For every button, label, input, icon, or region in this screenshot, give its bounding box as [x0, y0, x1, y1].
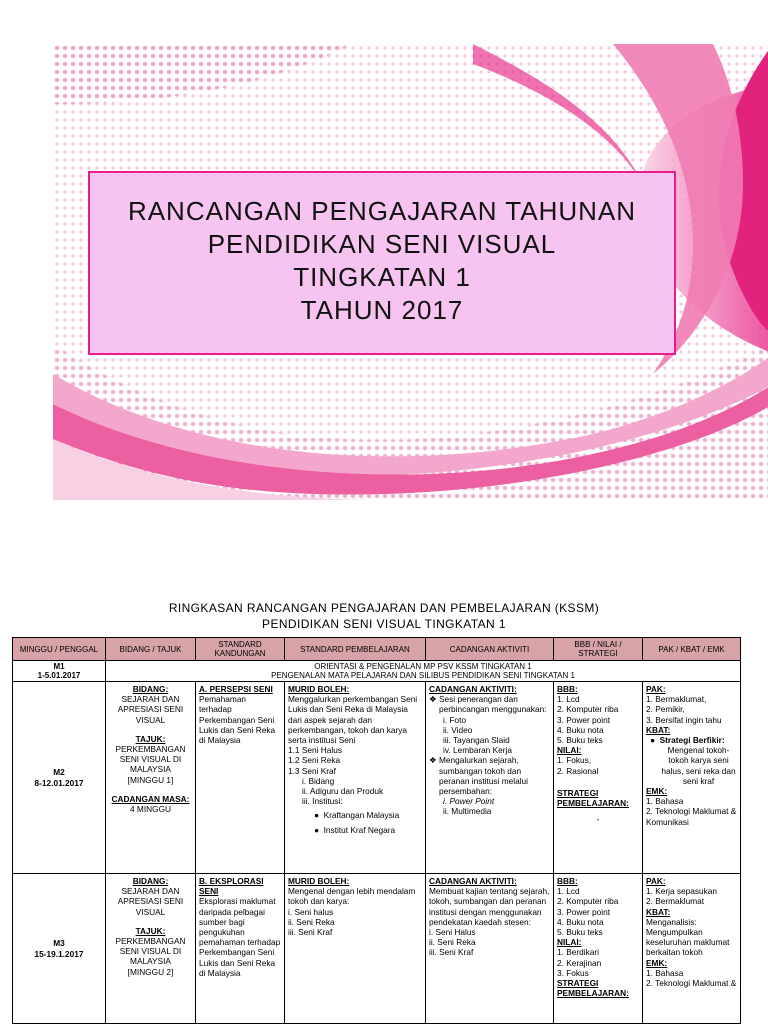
nilai-title: NILAI: — [557, 937, 582, 948]
strategi-text: - — [596, 814, 600, 825]
bullet-icon: ● — [314, 824, 324, 835]
nilai-item: 3. Fokus — [557, 967, 589, 978]
tajuk-line: MALAYSIA — [130, 764, 171, 775]
ca-point — [429, 694, 550, 714]
sp-sub: i. Bidang — [302, 775, 335, 786]
emk-item: 2. Teknologi Maklumat & — [646, 978, 737, 989]
week-number: M2 — [53, 767, 65, 778]
ca-sub: iii. Tayangan Slaid — [443, 735, 510, 746]
bbb-item: 5. Buku teks — [557, 927, 603, 938]
tajuk-line: MALAYSIA — [130, 956, 171, 967]
bidang-label: BIDANG: — [132, 684, 169, 694]
strategi-title: STRATEGI PEMBELAJARAN: — [557, 978, 629, 999]
tajuk-line: SENI VISUAL DI — [119, 754, 182, 765]
table-row-m3 — [13, 874, 741, 1024]
bidang-label: BIDANG: — [132, 876, 169, 886]
sp-sub: ii. Seni Reka — [288, 916, 335, 927]
kbat-text: Menganalisis: Mengumpulkan keseluruhan maklumat berkaitan tokoh — [646, 916, 730, 958]
cover-title-box — [88, 171, 676, 355]
bbb-item: 2. Komputer riba — [557, 896, 619, 907]
ca-sub: i. Seni Halus — [429, 927, 476, 938]
standard-pembelajaran-cell — [285, 874, 426, 1024]
sp-item: 1.1 Seni Halus — [288, 745, 342, 756]
sp-title: MURID BOLEH: — [288, 876, 350, 886]
cadangan-masa: 4 MINGGU — [129, 804, 172, 815]
cadangan-masa-label: CADANGAN MASA: — [111, 793, 190, 804]
week-cell — [13, 661, 106, 682]
summary-heading-2: PENDIDIKAN SENI VISUAL TINGKATAN 1 — [262, 617, 506, 631]
sp-item: 1.3 Seni Kraf — [288, 765, 336, 776]
bbb-title: BBB: — [557, 684, 578, 694]
table-row-m1 — [13, 661, 741, 682]
ca-sub: ii. Multimedia — [443, 806, 492, 817]
bbb-item: 4. Buku nota — [557, 916, 604, 927]
orientation-cell — [106, 661, 741, 682]
sp-sub: iii. Seni Kraf — [288, 927, 333, 938]
week-number: M1 — [53, 662, 65, 671]
ca-sub: i. Power Point — [443, 796, 495, 807]
standard-kandungan-cell — [196, 682, 285, 874]
bbb-item: 1. Lcd — [557, 886, 580, 897]
diamond-bullet-icon: ❖ — [429, 755, 437, 766]
emk-item: 1. Bahasa — [646, 796, 684, 807]
emk-title: EMK: — [646, 786, 668, 797]
header-bidang: BIDANG / TAJUK — [106, 638, 196, 661]
table-row-m2 — [13, 682, 741, 874]
ca-point-text: Sesi penerangan dan perbincangan menggunakan: — [439, 694, 547, 715]
week-number: M3 — [53, 938, 65, 949]
emk-item: 2. Teknologi Maklumat & Komunikasi — [646, 806, 737, 827]
week-date: 8-12.01.2017 — [34, 777, 84, 788]
cover-title-line-3: TINGKATAN 1 — [293, 262, 471, 292]
week-cell — [13, 874, 106, 1024]
orientation-line-2: PENGENALAN MATA PELAJARAN DAN SILIBUS PENDIDIKAN SENI TINGKATAN 1 — [271, 671, 575, 680]
kbat-title: KBAT: — [646, 906, 671, 917]
pak-item: 3. Bersifat ingin tahu — [646, 714, 722, 725]
ca-title: CADANGAN AKTIVITI: — [429, 876, 517, 886]
nilai-title: NILAI: — [557, 745, 582, 756]
bbb-item: 3. Power point — [557, 906, 611, 917]
bbb-item: 5. Buku teks — [557, 735, 603, 746]
bidang-line: VISUAL — [135, 714, 166, 725]
header-pak: PAK / KBAT / EMK — [643, 638, 741, 661]
sp-text: Mengenal dengan lebih mendalam tokoh dan karya: — [288, 886, 416, 907]
summary-heading — [0, 600, 768, 632]
bbb-cell — [554, 874, 643, 1024]
ca-title: CADANGAN AKTIVITI: — [429, 684, 517, 694]
header-bbb: BBB / NILAI / STRATEGI — [554, 638, 643, 661]
header-minggu: MINGGU / PENGGAL — [13, 638, 106, 661]
sp-bullet — [288, 825, 422, 835]
lesson-plan-table — [12, 637, 741, 1024]
nilai-item: 1. Fokus, — [557, 755, 592, 766]
bidang-line: SEJARAH DAN — [121, 694, 180, 705]
sp-bullet-text: Kraftangan Malaysia — [323, 810, 400, 821]
kbat-text: Mengenal tokoh-tokoh karya seni halus, seni reka dan seni kraf — [661, 745, 736, 786]
sp-item: 1.2 Seni Reka — [288, 755, 341, 766]
bbb-item: 3. Power point — [557, 714, 611, 725]
strategi-title: STRATEGI PEMBELAJARAN: — [557, 787, 629, 809]
tajuk-line: PERKEMBANGAN — [115, 936, 186, 947]
header-cadangan-aktiviti: CADANGAN AKTIVITI — [426, 638, 554, 661]
week-date: 1-5.01.2017 — [37, 671, 81, 680]
pak-item: 2. Bermaklumat — [646, 896, 705, 907]
cover-page — [53, 44, 768, 500]
cover-title-line-2: PENDIDIKAN SENI VISUAL — [207, 229, 557, 259]
sk-title: A. PERSEPSI SENI — [199, 684, 273, 694]
nilai-item: 1. Berdikari — [557, 947, 599, 958]
cover-title-line-4: TAHUN 2017 — [300, 295, 464, 325]
bidang-cell — [106, 874, 196, 1024]
standard-pembelajaran-cell — [285, 682, 426, 874]
tajuk-label: TAJUK: — [135, 925, 166, 936]
ca-sub: ii. Seni Reka — [429, 937, 476, 948]
ca-point — [429, 755, 550, 796]
sp-sub: i. Seni halus — [288, 906, 334, 917]
sk-text: Eksplorasi maklumat daripada pelbagai sumber bagi pengukuhan pemahaman terhadap Perkembangan Seni Lukis dan Seni Reka di Malaysia — [199, 896, 281, 978]
week-cell — [13, 682, 106, 874]
pak-item: 1. Bermaklumat, — [646, 694, 707, 705]
pak-item: 1. Kerja sepasukan — [646, 886, 718, 897]
sp-bullet — [288, 810, 422, 820]
tajuk-line: [MINGGU 2] — [127, 966, 174, 977]
tajuk-line: PERKEMBANGAN — [115, 744, 186, 755]
sp-bullet-text: Institut Kraf Negara — [323, 824, 396, 835]
nilai-item: 2. Kerajinan — [557, 957, 602, 968]
bbb-title: BBB: — [557, 876, 578, 886]
bidang-line: APRESIASI SENI — [117, 704, 184, 715]
tajuk-label: TAJUK: — [135, 733, 166, 744]
bbb-item: 4. Buku nota — [557, 724, 604, 735]
bbb-item: 1. Lcd — [557, 694, 580, 705]
pak-cell — [643, 874, 741, 1024]
ca-sub: i. Foto — [443, 714, 467, 725]
nilai-item: 2. Rasional — [557, 765, 599, 776]
orientation-line-1: ORIENTASI & PENGENALAN MP PSV KSSM TINGKATAN 1 — [314, 662, 532, 671]
diamond-bullet-icon: ❖ — [429, 694, 437, 705]
pak-title: PAK: — [646, 876, 666, 886]
bidang-cell — [106, 682, 196, 874]
header-standard-pembelajaran: STANDARD PEMBELAJARAN — [285, 638, 426, 661]
sp-sub: iii. Institusi: — [302, 796, 343, 807]
emk-title: EMK: — [646, 957, 668, 968]
summary-heading-1: RINGKASAN RANCANGAN PENGAJARAN DAN PEMBELAJARAN (KSSM) — [168, 601, 600, 615]
bullet-icon: ● — [314, 810, 324, 821]
ca-text: Membuat kajian tentang sejarah, tokoh, sumbangan dan peranan institusi dengan menggunakan pendekatan kaedah stesen: — [429, 886, 550, 927]
bbb-item: 2. Komputer riba — [557, 704, 619, 715]
standard-kandungan-cell — [196, 874, 285, 1024]
ca-point-text: Mengalurkan sejarah, sumbangan tokoh dan peranan institusi melalui persembahan: — [439, 755, 529, 797]
pak-item: 2. Pemikir, — [646, 704, 685, 715]
tajuk-line: SENI VISUAL DI — [119, 946, 182, 957]
cadangan-aktiviti-cell — [426, 682, 554, 874]
ca-sub: iii. Seni Kraf — [429, 947, 474, 958]
bbb-cell — [554, 682, 643, 874]
kbat-point — [646, 735, 737, 745]
sk-text: Pemahaman terhadap Perkembangan Seni Lukis dan Seni Reka di Malaysia — [199, 694, 276, 746]
kbat-point-text: Strategi Berfikir: — [659, 735, 725, 746]
bidang-line: APRESIASI SENI — [117, 896, 184, 907]
pak-title: PAK: — [646, 684, 666, 694]
sp-title: MURID BOLEH: — [288, 684, 350, 694]
cadangan-aktiviti-cell — [426, 874, 554, 1024]
ca-sub: ii. Video — [443, 724, 473, 735]
table-header-row — [13, 638, 741, 661]
week-date: 15-19.1.2017 — [34, 948, 84, 959]
bidang-line: VISUAL — [135, 906, 166, 917]
sp-text: Menggalurkan perkembangan Seni Lukis dan Seni Reka di Malaysia dari aspek sejarah dan perkembangan, tokoh dan karya serta institusi Seni — [288, 694, 418, 746]
tajuk-line: [MINGGU 1] — [127, 774, 174, 785]
pak-cell — [643, 682, 741, 874]
bullet-icon: ● — [650, 735, 660, 746]
cover-title-line-1: RANCANGAN PENGAJARAN TAHUNAN — [127, 196, 637, 226]
kbat-title: KBAT: — [646, 724, 671, 735]
sk-title: B. EKSPLORASI SENI — [199, 876, 264, 897]
sp-sub: ii. Adiguru dan Produk — [302, 786, 384, 797]
bidang-line: SEJARAH DAN — [121, 886, 180, 897]
emk-item: 1. Bahasa — [646, 967, 684, 978]
ca-sub: iv. Lembaran Kerja — [443, 745, 513, 756]
header-standard-kandungan: STANDARD KANDUNGAN — [196, 638, 285, 661]
